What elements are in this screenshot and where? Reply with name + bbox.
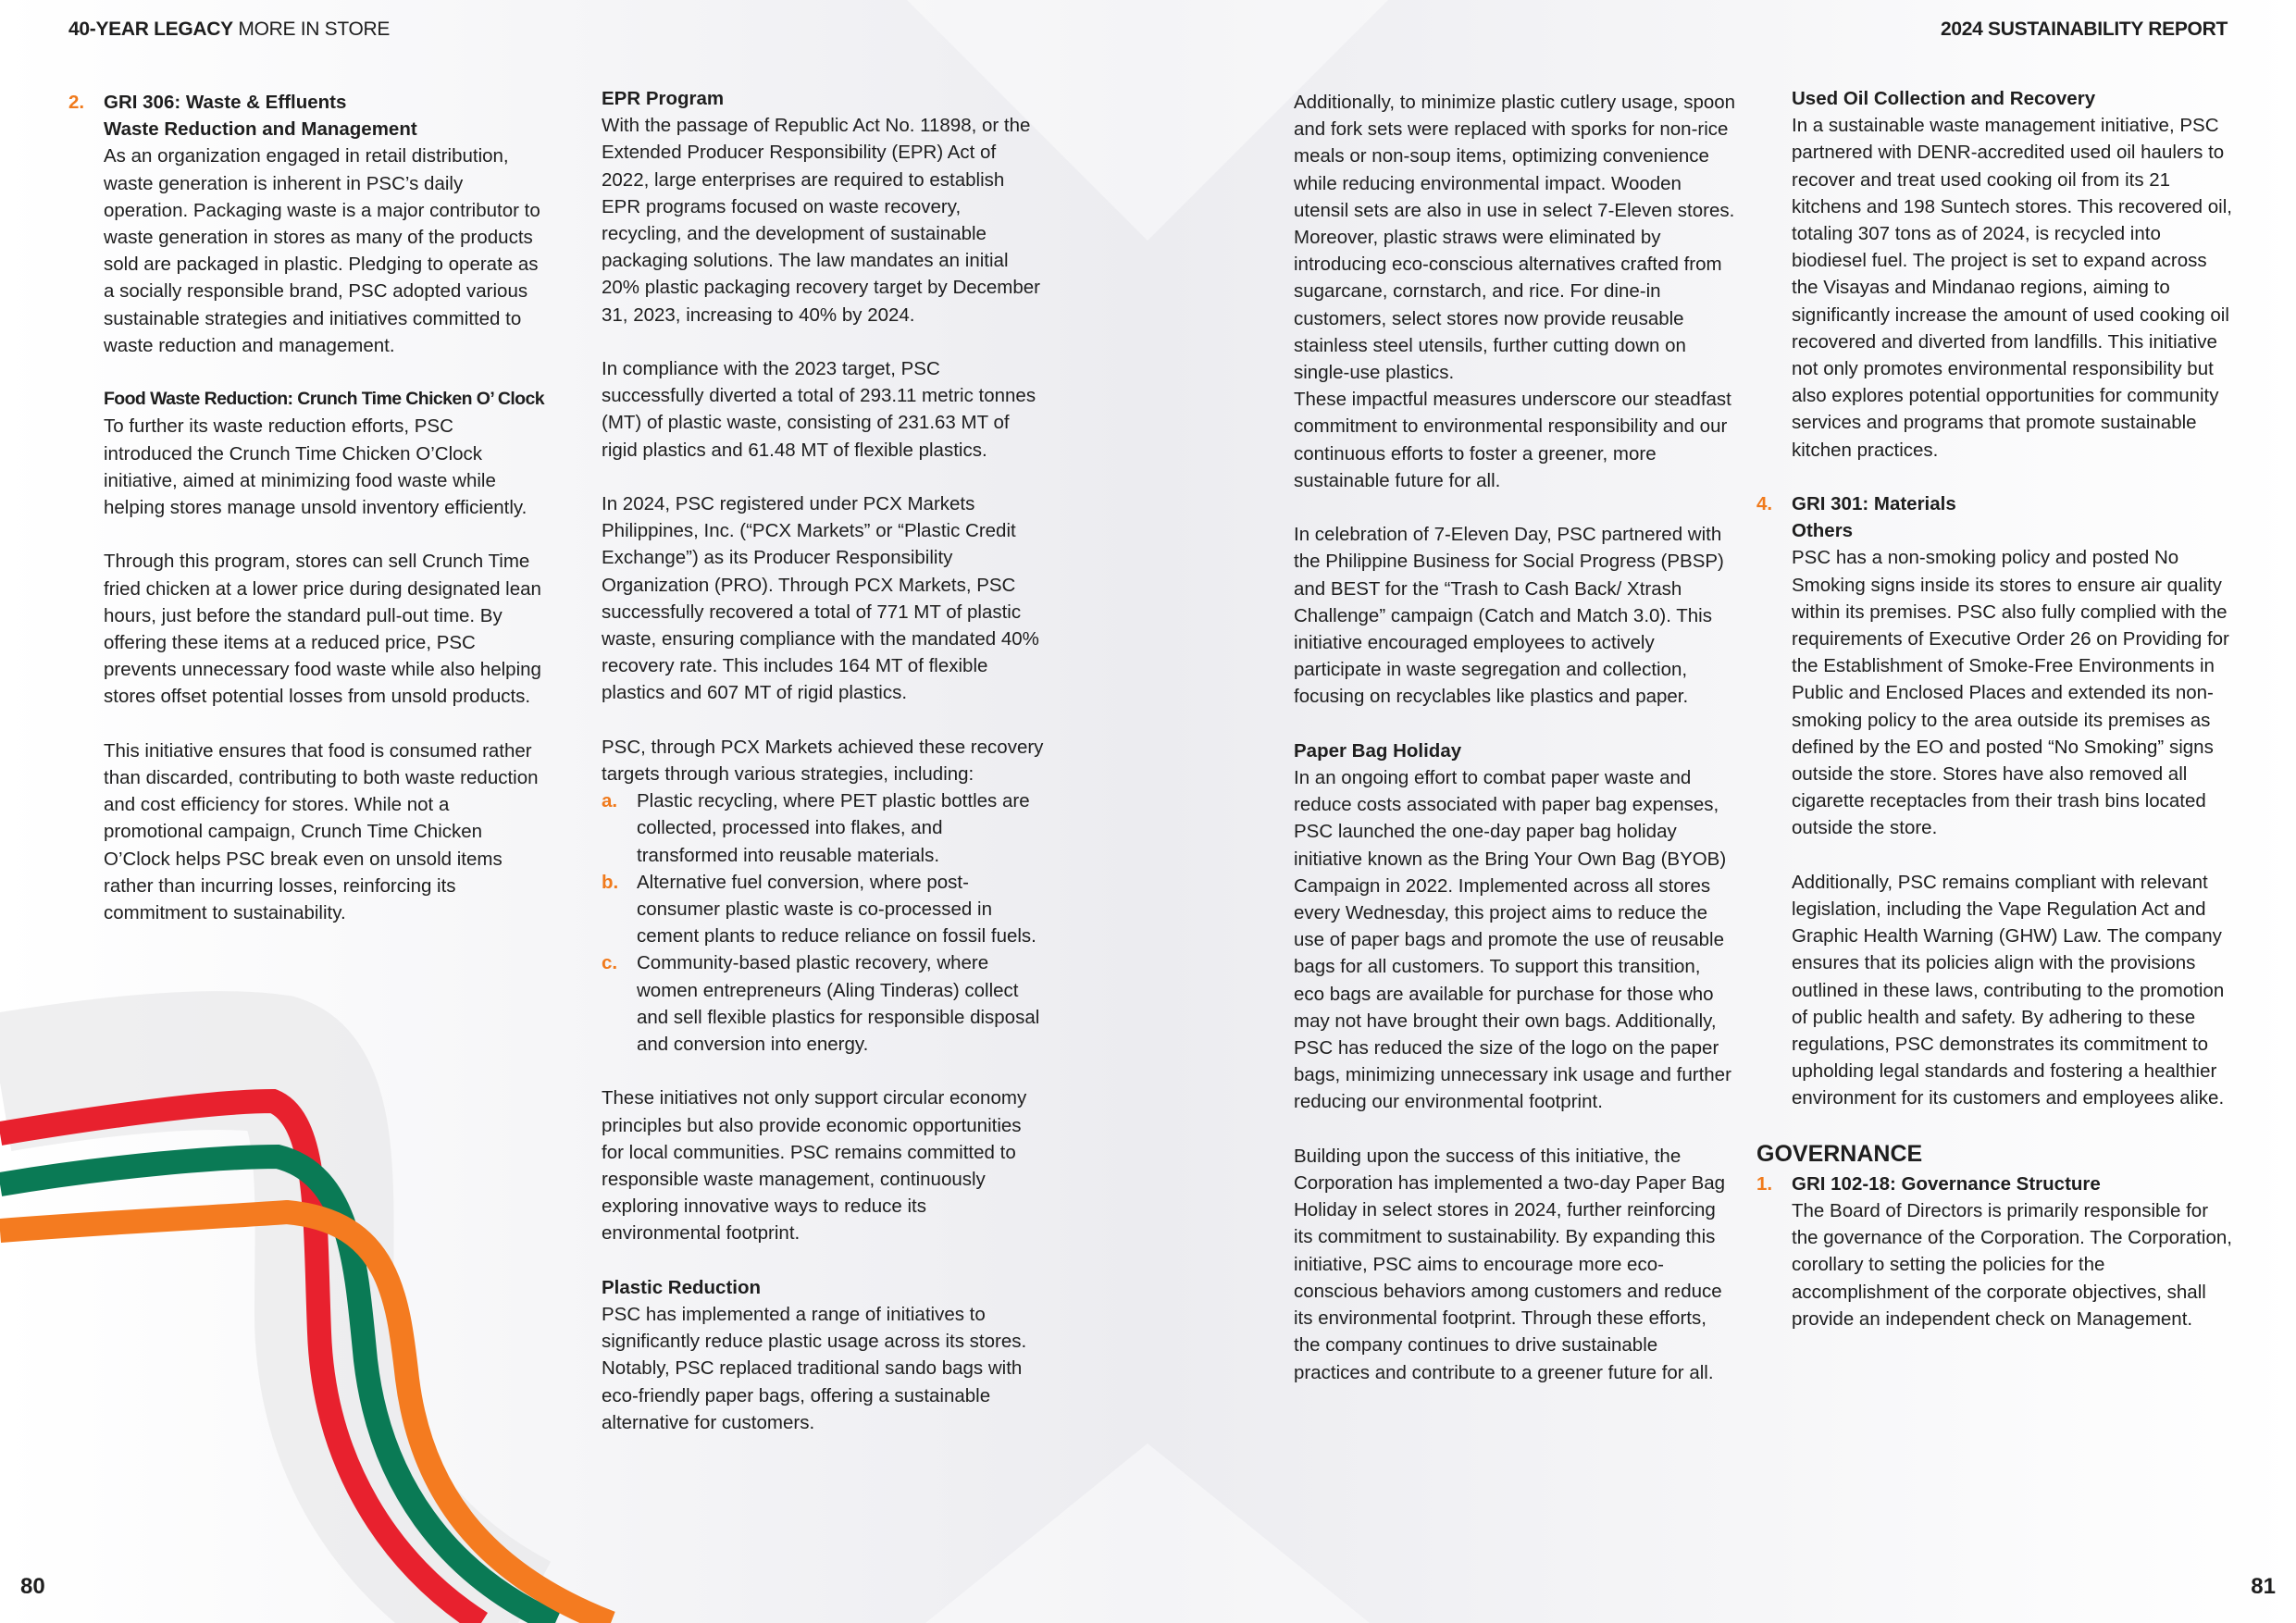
list-item <box>602 869 1044 950</box>
subheading-others: Others <box>1792 520 1854 542</box>
subheading-food-waste: Food Waste Reduction: Crunch Time Chicken O’ Clock <box>104 389 544 410</box>
header-left-bold: 40-YEAR LEGACY <box>68 19 233 40</box>
paragraph: PSC has a non-smoking policy and posted No Smoking signs inside its stores to ensure air quality within its premises. PSC also fully complied with the requirements of Executive Order 26 on Providing for the Establishment of Smoke-Free Environments in Public and Enclosed Places and extended its non-smoking policy to the area outside its premises as defined by the EO and posted “No Smoking” signs outside the store. Stores have also removed all cigarette receptacles from their trash bins located outside the store. <box>1792 547 2229 839</box>
paragraph: Additionally, PSC remains compliant with relevant legislation, including the Vape Regulation Act and Graphic Health Warning (GHW) Law. The company ensures that its policies align with the provisions outlined in these laws, contributing to the promotion of public health and safety. By adhering to these regulations, PSC demonstrates its commitment to upholding legal standards and fostering a healthier environment for its customers and employees alike. <box>1792 871 2225 1109</box>
column-3 <box>1294 89 1736 1413</box>
column-2 <box>602 85 1044 1463</box>
list-marker: c. <box>602 952 618 974</box>
list-text: Plastic recycling, where PET plastic bottles are collected, processed into flakes, and transformed into reusable materials. <box>637 790 1030 866</box>
paragraph: To further its waste reduction efforts, PSC introduced the Crunch Time Chicken O’Clock initiative, aimed at minimizing food waste while helping stores manage unsold inventory efficiently. <box>104 415 527 519</box>
paragraph: Building upon the success of this initiative, the Corporation has implemented a two-day Paper Bag Holiday in select stores in 2024, further reinforcing its commitment to sustainability. By expanding this initiative, PSC aims to encourage more eco-conscious behaviors among customers and reduce its environmental footprint. Through these efforts, the company continues to drive sustainable practices and contribute to a greener future for all. <box>1294 1145 1726 1383</box>
paragraph: The Board of Directors is primarily responsible for the governance of the Corporation. The Corporation, corollary to setting the policies for the accomplishment of the corporate objectives, shall provide an independent check on Management. <box>1792 1200 2232 1330</box>
header-right: 2024 SUSTAINABILITY REPORT <box>1941 19 2228 40</box>
paragraph: In 2024, PSC registered under PCX Markets Philippines, Inc. (“PCX Markets” or “Plastic Credit Exchange”) as its Producer Responsibility Organization (PRO). Through PCX Markets, PSC successfully recovered a total of 771 MT of plastic waste, ensuring compliance with the mandated 40% recovery rate. This includes 164 MT of flexible plastics and 607 MT of rigid plastics. <box>602 493 1039 704</box>
list-item <box>602 949 1044 1058</box>
paragraph: In compliance with the 2023 target, PSC successfully diverted a total of 293.11 metric tonnes (MT) of plastic waste, consisting of 231.63 MT of rigid plastics and 61.48 MT of flexible plastics. <box>602 358 1036 461</box>
paragraph: In an ongoing effort to combat paper waste and reduce costs associated with paper bag expenses, PSC launched the one-day paper bag holiday initiative known as the Bring Your Own Bag (BYOB) Campaign in 2022. Implemented across all stores every Wednesday, this project aims to reduce the use of paper bags and promote the use of reusable bags for all customers. To support this transition, eco bags are available for purchase for those who may not have brought their own bags. Additionally, PSC has reduced the size of the logo on the paper bags, minimizing unnecessary ink usage and further reducing our environmental footprint. <box>1294 767 1731 1113</box>
column-4 <box>1756 85 2236 1359</box>
section-heading-materials <box>1756 490 2236 517</box>
subheading-paper-bag-holiday: Paper Bag Holiday <box>1294 739 1462 762</box>
column-1 <box>68 89 546 953</box>
section-title: GRI 306: Waste & Effluents <box>104 92 347 113</box>
subheading-used-oil: Used Oil Collection and Recovery <box>1792 88 2096 109</box>
paragraph: As an organization engaged in retail distribution, waste generation is inherent in PSC’s daily operation. Packaging waste is a major contributor to waste generation in stores as many of the products sold are packaged in plastic. Pledging to operate as a socially responsible brand, PSC adopted various sustainable strategies and initiatives committed to waste reduction and management. <box>104 145 540 356</box>
list-marker: a. <box>602 790 618 812</box>
subheading-plastic-reduction: Plastic Reduction <box>602 1276 762 1298</box>
list-text: Alternative fuel conversion, where post-consumer plastic waste is co-processed in cement plants to reduce reliance on fossil fuels. <box>637 871 1036 948</box>
paragraph: This initiative ensures that food is consumed rather than discarded, contributing to both waste reduction and cost efficiency for stores. While not a promotional campaign, Crunch Time Chicken O’Clock helps PSC break even on unsold items rather than incurring losses, reinforcing its commitment to sustainability. <box>104 739 539 924</box>
section-title: GRI 301: Materials <box>1792 493 1956 515</box>
strategy-list <box>602 787 1044 1058</box>
page-number-right: 81 <box>2251 1574 2276 1599</box>
list-text: Community-based plastic recovery, where women entrepreneurs (Aling Tinderas) collect and sell flexible plastics for responsible disposal and conversion into energy. <box>637 952 1040 1056</box>
paragraph: PSC, through PCX Markets achieved these recovery targets through various strategies, including: <box>602 736 1044 786</box>
header-left-rest: MORE IN STORE <box>238 19 391 40</box>
paragraph: PSC has implemented a range of initiatives to significantly reduce plastic usage across its stores. Notably, PSC replaced traditional sando bags with eco-friendly paper bags, offering a sustainable alternative for customers. <box>602 1304 1027 1433</box>
paragraph: These impactful measures underscore our steadfast commitment to environmental responsibility and our continuous efforts to foster a greener, more sustainable future for all. <box>1294 389 1731 491</box>
page-number-left: 80 <box>20 1574 45 1599</box>
section-number: 2. <box>68 92 85 113</box>
section-heading-waste <box>68 89 546 116</box>
paragraph: Through this program, stores can sell Crunch Time fried chicken at a lower price during designated lean hours, just before the standard pull-out time. By offering these items at a reduced price, PSC prevents unnecessary food waste while also helping stores offset potential losses from unsold products. <box>104 551 541 708</box>
paragraph: These initiatives not only support circular economy principles but also provide economic opportunities for local communities. PSC remains committed to responsible waste management, continuously exploring innovative ways to reduce its environmental footprint. <box>602 1087 1027 1245</box>
section-heading-governance <box>1756 1171 2236 1197</box>
subheading-epr: EPR Program <box>602 88 725 109</box>
list-item <box>602 787 1044 869</box>
paragraph: In celebration of 7-Eleven Day, PSC partnered with the Philippine Business for Social Progress (PBSP) and BEST for the “Trash to Cash Back/ Xtrash Challenge” campaign (Catch and Match 3.0). This initiative encouraged employees to actively participate in waste segregation and collection, focusing on recyclables like plastics and paper. <box>1294 524 1724 708</box>
paragraph: With the passage of Republic Act No. 11898, or the Extended Producer Responsibility (EPR) Act of 2022, large enterprises are required to establish EPR programs focused on waste recovery, recycling, and the development of sustainable packaging solutions. The law mandates an initial 20% plastic packaging recovery target by December 31, 2023, increasing to 40% by 2024. <box>602 115 1041 326</box>
subheading-waste-management: Waste Reduction and Management <box>104 118 417 141</box>
section-number: 4. <box>1756 493 1773 515</box>
header-left <box>68 19 390 41</box>
governance-title: GOVERNANCE <box>1756 1140 1923 1167</box>
section-number: 1. <box>1756 1172 1773 1195</box>
paragraph: Additionally, to minimize plastic cutlery usage, spoon and fork sets were replaced with sporks for non-rice meals or non-soup items, optimizing convenience while reducing environmental impact. Wooden utensil sets are also in use in select 7-Eleven stores. Moreover, plastic straws were eliminated by introducing eco-conscious alternatives crafted from sugarcane, cornstarch, and rice. For dine-in customers, select stores now provide reusable stainless steel utensils, further cutting down on single-use plastics. <box>1294 92 1736 384</box>
section-title: GRI 102-18: Governance Structure <box>1792 1172 2101 1195</box>
list-marker: b. <box>602 871 619 893</box>
paragraph: In a sustainable waste management initiative, PSC partnered with DENR-accredited used oil haulers to recover and treat used cooking oil from its 21 kitchens and 198 Suntech stores. This recovered oil, totaling 307 tons as of 2024, is recycled into biodiesel fuel. The project is set to expand across the Visayas and Mindanao regions, aiming to significantly increase the amount of used cooking oil recovered and diverted from landfills. This initiative not only promotes environmental responsibility but also explores potential opportunities for community services and programs that promote sustainable kitchen practices. <box>1792 115 2232 461</box>
